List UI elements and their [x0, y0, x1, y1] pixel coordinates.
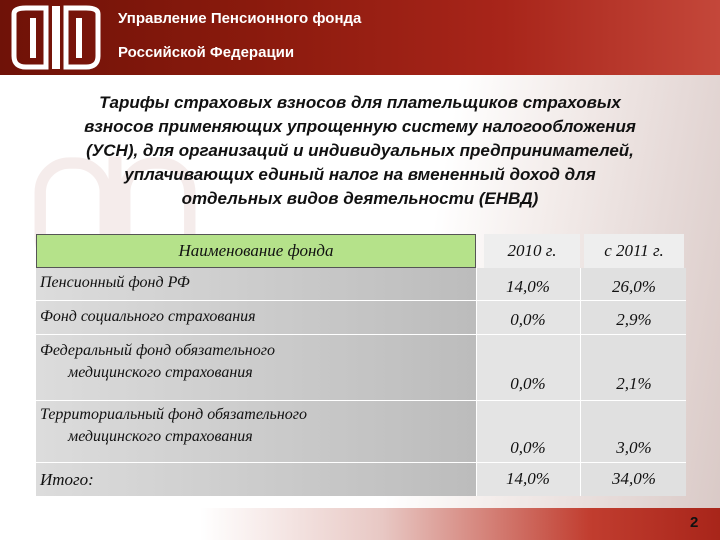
title-line: отдельных видов деятельности (ЕНВД): [181, 189, 539, 208]
column-divider: [580, 268, 581, 496]
rate-2010: 14,0%: [506, 277, 550, 296]
rate-2011: 26,0%: [612, 277, 656, 296]
footer-stripe: [200, 508, 720, 540]
org-name-line1: Управление Пенсионного фонда: [118, 10, 362, 27]
header-fund-name: Наименование фонда: [36, 234, 476, 268]
total-2011: 34,0%: [612, 469, 656, 488]
fund-name-line1: Территориальный фонд обязательного: [40, 406, 307, 423]
row-divider: [36, 400, 686, 401]
header-year-2011: с 2011 г.: [584, 234, 684, 268]
fund-name: [40, 340, 275, 384]
header-bar: [0, 0, 720, 75]
rate-2010: 0,0%: [510, 310, 546, 329]
title-line: уплачивающих единый налог на вмененный доход для: [124, 165, 596, 184]
fund-name-line2: медицинского страхования: [68, 428, 253, 445]
title-line: Тарифы страховых взносов для плательщиков страховых: [99, 93, 621, 112]
title-line: (УСН), для организаций и индивидуальных предпринимателей,: [86, 141, 634, 160]
column-divider: [476, 268, 477, 496]
org-name-line2: Российской Федерации: [118, 44, 295, 61]
row-divider: [36, 334, 686, 335]
rate-2010: 0,0%: [510, 374, 546, 393]
slide-title: [8, 91, 712, 211]
fund-name: Пенсионный фонд РФ: [40, 274, 190, 291]
rate-2011: 2,9%: [616, 310, 652, 329]
tariff-table: [36, 234, 686, 496]
fund-name: [40, 404, 307, 448]
header-year-2010: 2010 г.: [484, 234, 580, 268]
page-number: 2: [690, 514, 699, 531]
rate-2010: 0,0%: [510, 438, 546, 457]
pension-fund-logo-icon: [6, 4, 106, 71]
total-2010: 14,0%: [506, 469, 550, 488]
rate-2011: 2,1%: [616, 374, 652, 393]
rate-2011: 3,0%: [616, 438, 652, 457]
fund-name-line1: Федеральный фонд обязательного: [40, 342, 275, 359]
fund-name-line2: медицинского страхования: [68, 364, 253, 381]
row-divider: [36, 300, 686, 301]
fund-name: Фонд социального страхования: [40, 308, 256, 325]
total-label: Итого:: [40, 470, 94, 489]
row-divider: [36, 462, 686, 463]
title-line: взносов применяющих упрощенную систему налогообложения: [84, 117, 636, 136]
